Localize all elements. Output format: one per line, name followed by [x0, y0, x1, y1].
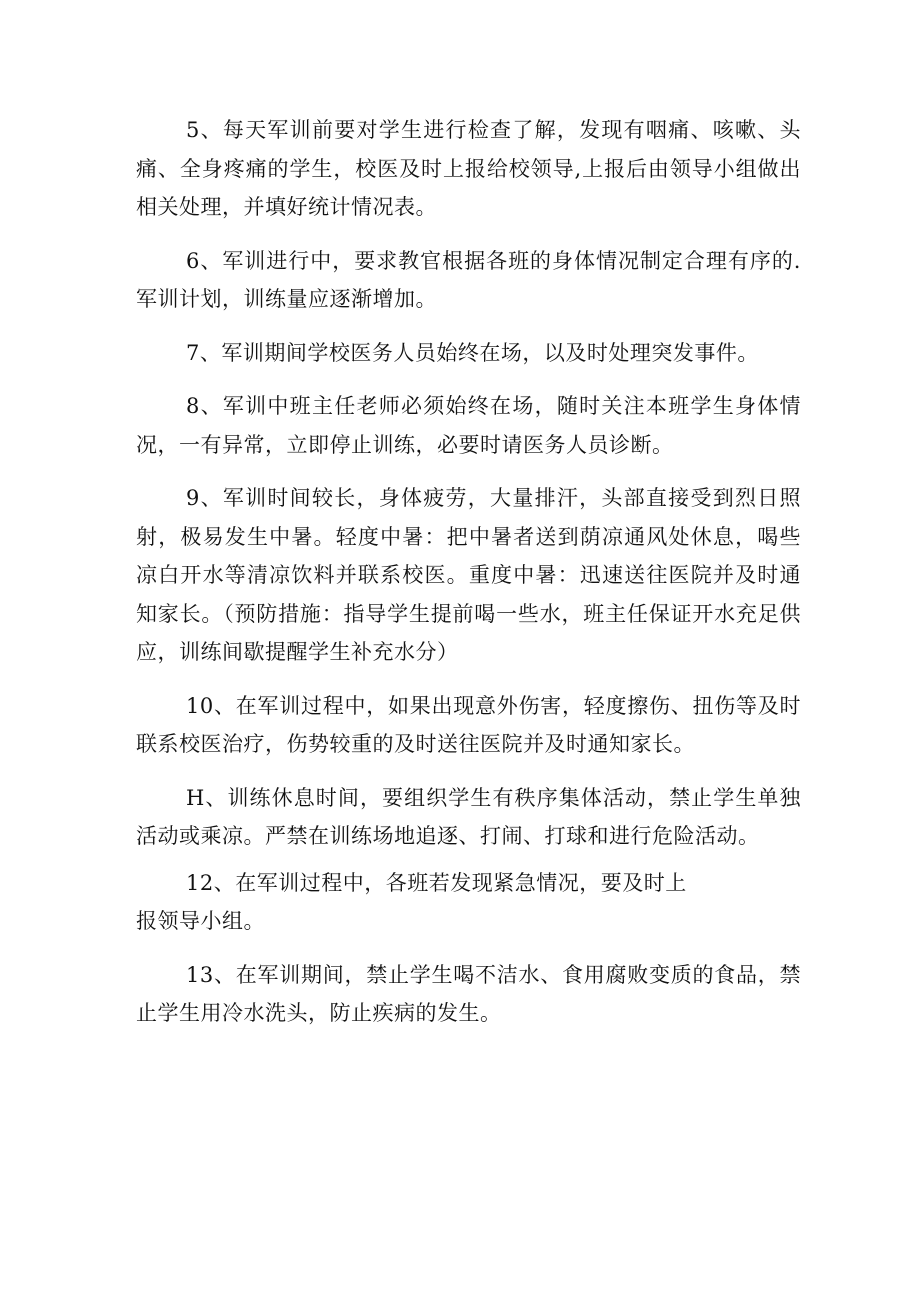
paragraph-12-line-2: 报领导小组。: [136, 909, 265, 933]
paragraph-6: 6、军训进行中，要求教官根据各班的身体情况制定合理有序的.军训计划，训练量应逐渐增加。: [136, 248, 801, 311]
paragraph-9: 9、军训时间较长，身体疲劳，大量排汗，头部直接受到烈日照射，极易发生中暑。轻度中暑：把中暑者送到荫凉通风处休息，喝些凉白开水等清凉饮料并联系校医。重度中暑：迅速送往医院并及时通知家长。（预防措施：指导学生提前喝一些水，班主任保证开水充足供应，训练间歇提醒学生补充水分）: [136, 486, 801, 664]
paragraph-12-line-1: 12、在军训过程中，各班若发现紧急情况，要及时上: [186, 870, 687, 895]
paragraph-11: H、训练休息时间，要组织学生有秩序集体活动，禁止学生单独活动或乘凉。严禁在训练场地追逐、打闹、打球和进行危险活动。: [136, 785, 801, 848]
paragraph-13: 13、在军训期间，禁止学生喝不洁水、食用腐败变质的食品，禁止学生用冷水洗头，防止疾病的发生。: [136, 962, 801, 1025]
paragraph-10: 10、在军训过程中，如果出现意外伤害，轻度擦伤、扭伤等及时联系校医治疗，伤势较重的及时送往医院并及时通知家长。: [136, 693, 801, 756]
paragraph-8: 8、军训中班主任老师必须始终在场，随时关注本班学生身体情况，一有异常，立即停止训练，必要时请医务人员诊断。: [136, 394, 801, 457]
paragraph-12: [136, 864, 801, 941]
paragraph-5: 5、每天军训前要对学生进行检查了解，发现有咽痛、咳嗽、头痛、全身疼痛的学生，校医及时上报给校领导,上报后由领导小组做出相关处理，并填好统计情况表。: [136, 118, 801, 219]
document-body: [136, 111, 801, 1048]
paragraph-7: 7、军训期间学校医务人员始终在场，以及时处理突发事件。: [186, 340, 759, 365]
